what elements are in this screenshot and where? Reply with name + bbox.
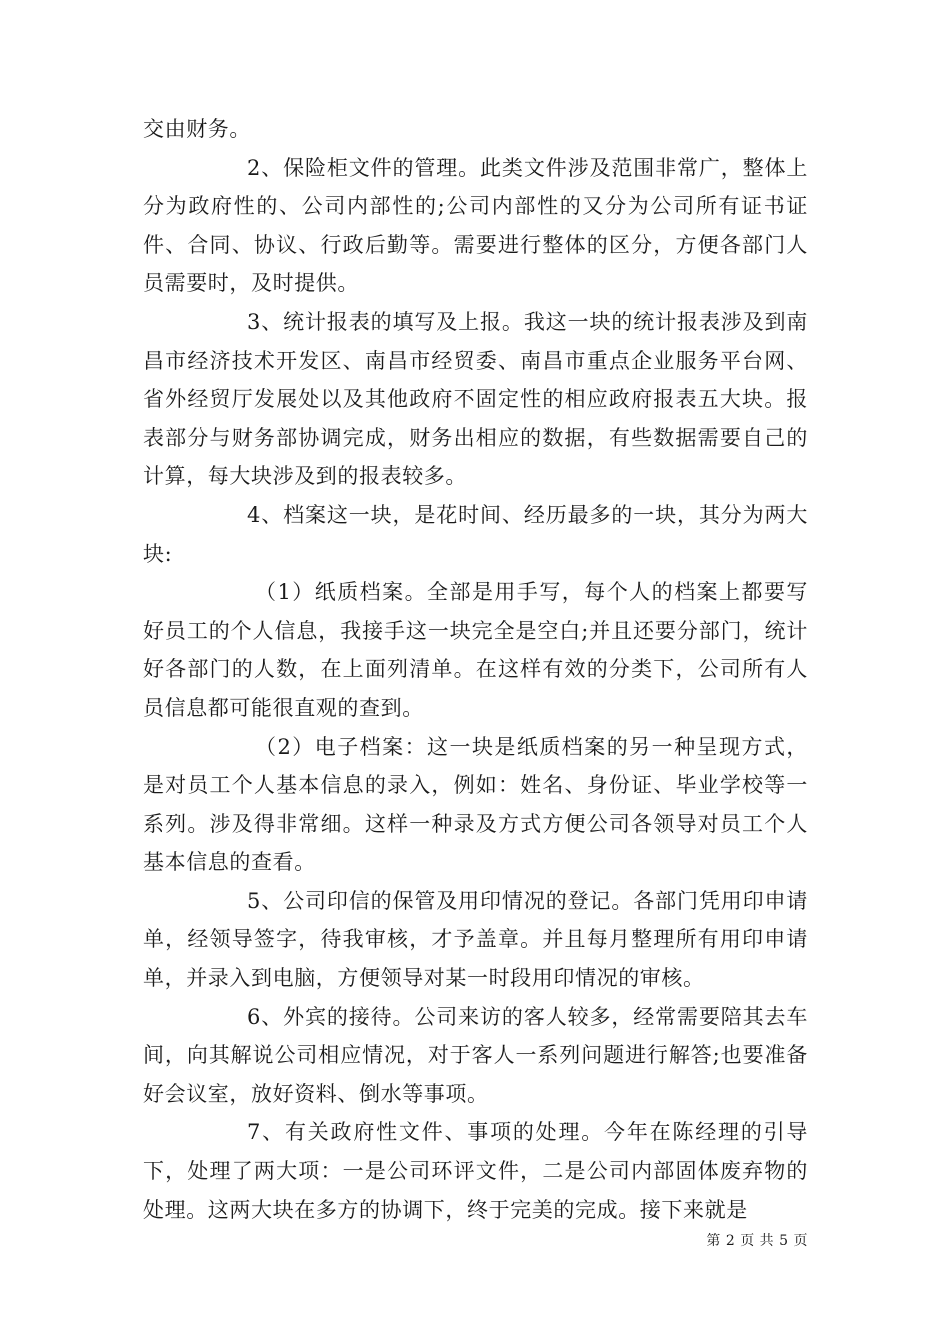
- paragraph-item-4-2: （2）电子档案：这一块是纸质档案的另一种呈现方式，是对员工个人基本信息的录入，例如：姓名、身份证、毕业学校等一系列。涉及得非常细。这样一种录及方式方便公司各领导对员工个人基本信息的查看。: [143, 734, 808, 875]
- paragraph-item-3: 3、统计报表的填写及上报。我这一块的统计报表涉及到南昌市经济技术开发区、南昌市经贸委、南昌市重点企业服务平台网、省外经贸厅发展处以及其他政府不固定性的相应政府报表五大块。报表部分与财务部协调完成，财务出相应的数据，有些数据需要自己的计算，每大块涉及到的报表较多。: [143, 309, 808, 489]
- paragraph-item-4: 4、档案这一块，是花时间、经历最多的一块，其分为两大块:: [143, 502, 808, 566]
- paragraph-item-2: 2、保险柜文件的管理。此类文件涉及范围非常广，整体上分为政府性的、公司内部性的;公司内部性的又分为公司所有证书证件、合同、协议、行政后勤等。需要进行整体的区分，方便各部门人员需要时，及时提供。: [143, 155, 808, 296]
- paragraph-item-4-1: （1）纸质档案。全部是用手写，每个人的档案上都要写好员工的个人信息，我接手这一块完全是空白;并且还要分部门，统计好各部门的人数，在上面列清单。在这样有效的分类下，公司所有人员信息都可能很直观的查到。: [143, 580, 808, 720]
- page-number-footer: 第 2 页 共 5 页: [706, 1233, 808, 1249]
- paragraph-item-6: 6、外宾的接待。公司来访的客人较多，经常需要陪其去车间，向其解说公司相应情况，对于客人一系列问题进行解答;也要准备好会议室，放好资料、倒水等事项。: [143, 1004, 808, 1106]
- paragraph-continuation: 交由财务。: [143, 117, 251, 141]
- paragraph-item-5: 5、公司印信的保管及用印情况的登记。各部门凭用印申请单，经领导签字，待我审核，才予盖章。并且每月整理所有用印申请单，并录入到电脑，方便领导对某一时段用印情况的审核。: [143, 888, 808, 991]
- document-body: [143, 110, 808, 1229]
- paragraph-item-7: 7、有关政府性文件、事项的处理。今年在陈经理的引导下，处理了两大项：一是公司环评文件，二是公司内部固体废弃物的处理。这两大块在多方的协调下，终于完美的完成。接下来就是: [143, 1120, 808, 1222]
